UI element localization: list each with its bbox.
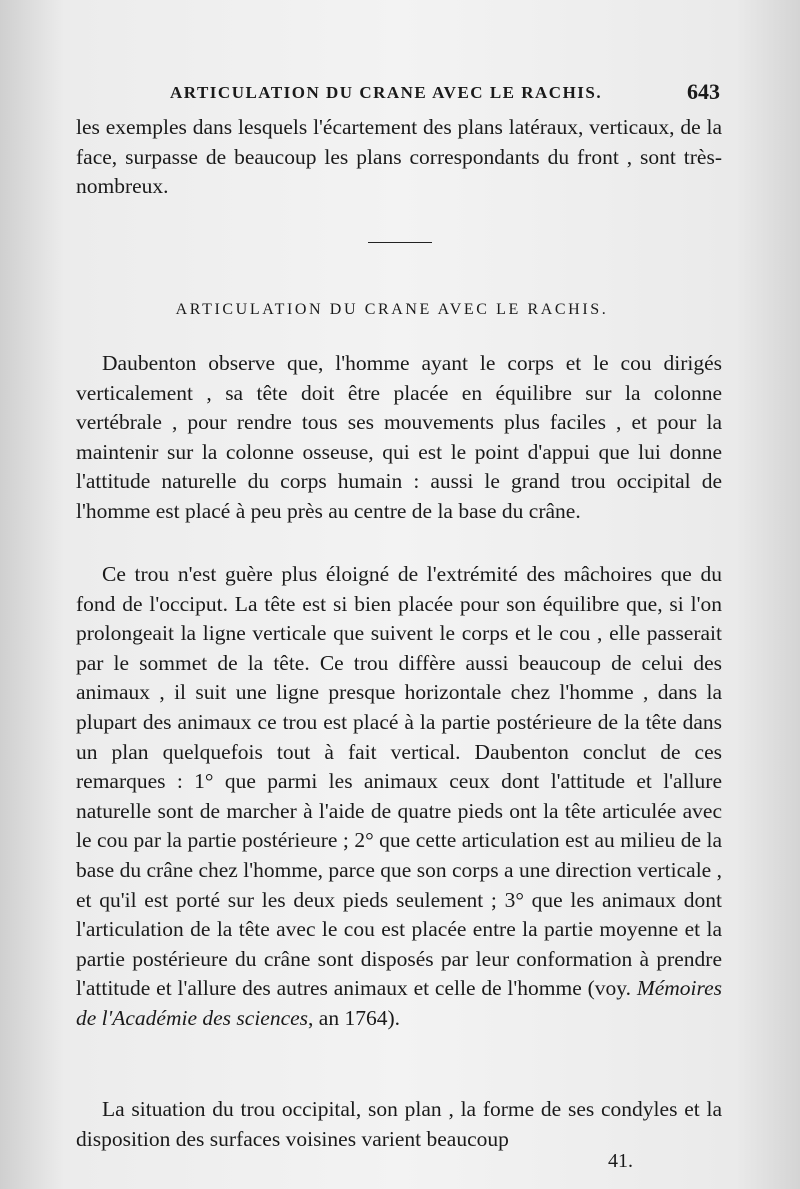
intro-paragraph-block <box>76 113 722 202</box>
paragraph-2-block <box>76 560 722 1034</box>
paragraph-2-text: Ce trou n'est guère plus éloigné de l'extrémité des mâchoires que du fond de l'occiput. La tête est si bien placée pour son équilibre que, si l'on prolongeait la ligne verticale que suivent le corps et le cou , elle passerait par le sommet de la tête. Ce trou diffère aussi beaucoup de celui des animaux , il suit une ligne presque horizontale chez l'homme , dans la plupart des animaux ce trou est placé à la partie postérieure de la tête dans un plan quelquefois tout à fait vertical. Daubenton conclut de ces remarques : 1° que parmi les animaux ceux dont l'attitude et l'allure naturelle sont de marcher à l'aide de quatre pieds ont la tête articulée avec le cou par la partie postérieure ; 2° que cette articulation est au milieu de la base du crâne chez l'homme, parce que son corps a une direction verticale , et qu'il est porté sur les deux pieds seulement ; 3° que les animaux dont l'articulation de la tête avec le cou est placée entre la partie moyenne et la partie postérieure du crâne sont disposés par leur conformation à prendre l'attitude et l'allure des autres animaux et celle de l'homme (voy. <box>76 562 722 1001</box>
page-number: 643 <box>687 79 720 104</box>
paragraph-2 <box>76 560 722 1034</box>
paragraph-1-block <box>76 349 722 527</box>
intro-paragraph: les exemples dans lesquels l'écartement des plans latéraux, verticaux, de la face, surpasse de beaucoup les plans correspondants du front , sont très-nombreux. <box>76 115 722 199</box>
paragraph-1: Daubenton observe que, l'homme ayant le corps et le cou dirigés verticalement , sa tête doit être placée en équilibre sur la colonne vertébrale , pour rendre tous ses mouvements plus faciles , et pour la maintenir sur la colonne osseuse, qui est le point d'appui que lui donne l'attitude naturelle du corps humain : aussi le grand trou occipital de l'homme est placé à peu près au centre de la base du crâne. <box>76 351 722 523</box>
citation-tail: , an 1764). <box>308 1005 400 1030</box>
section-heading: ARTICULATION DU CRANE AVEC LE RACHIS. <box>175 301 609 318</box>
paragraph-3-block <box>76 1095 722 1154</box>
section-divider <box>368 242 432 243</box>
signature-mark: 41. <box>608 1150 633 1172</box>
running-title: ARTICULATION DU CRANE AVEC LE RACHIS. <box>170 83 603 102</box>
paragraph-3: La situation du trou occipital, son plan , la forme de ses condyles et la disposition des surfaces voisines varient beaucoup <box>76 1097 722 1151</box>
citation-title: Mémoires de l'Académie des sciences <box>76 976 722 1030</box>
